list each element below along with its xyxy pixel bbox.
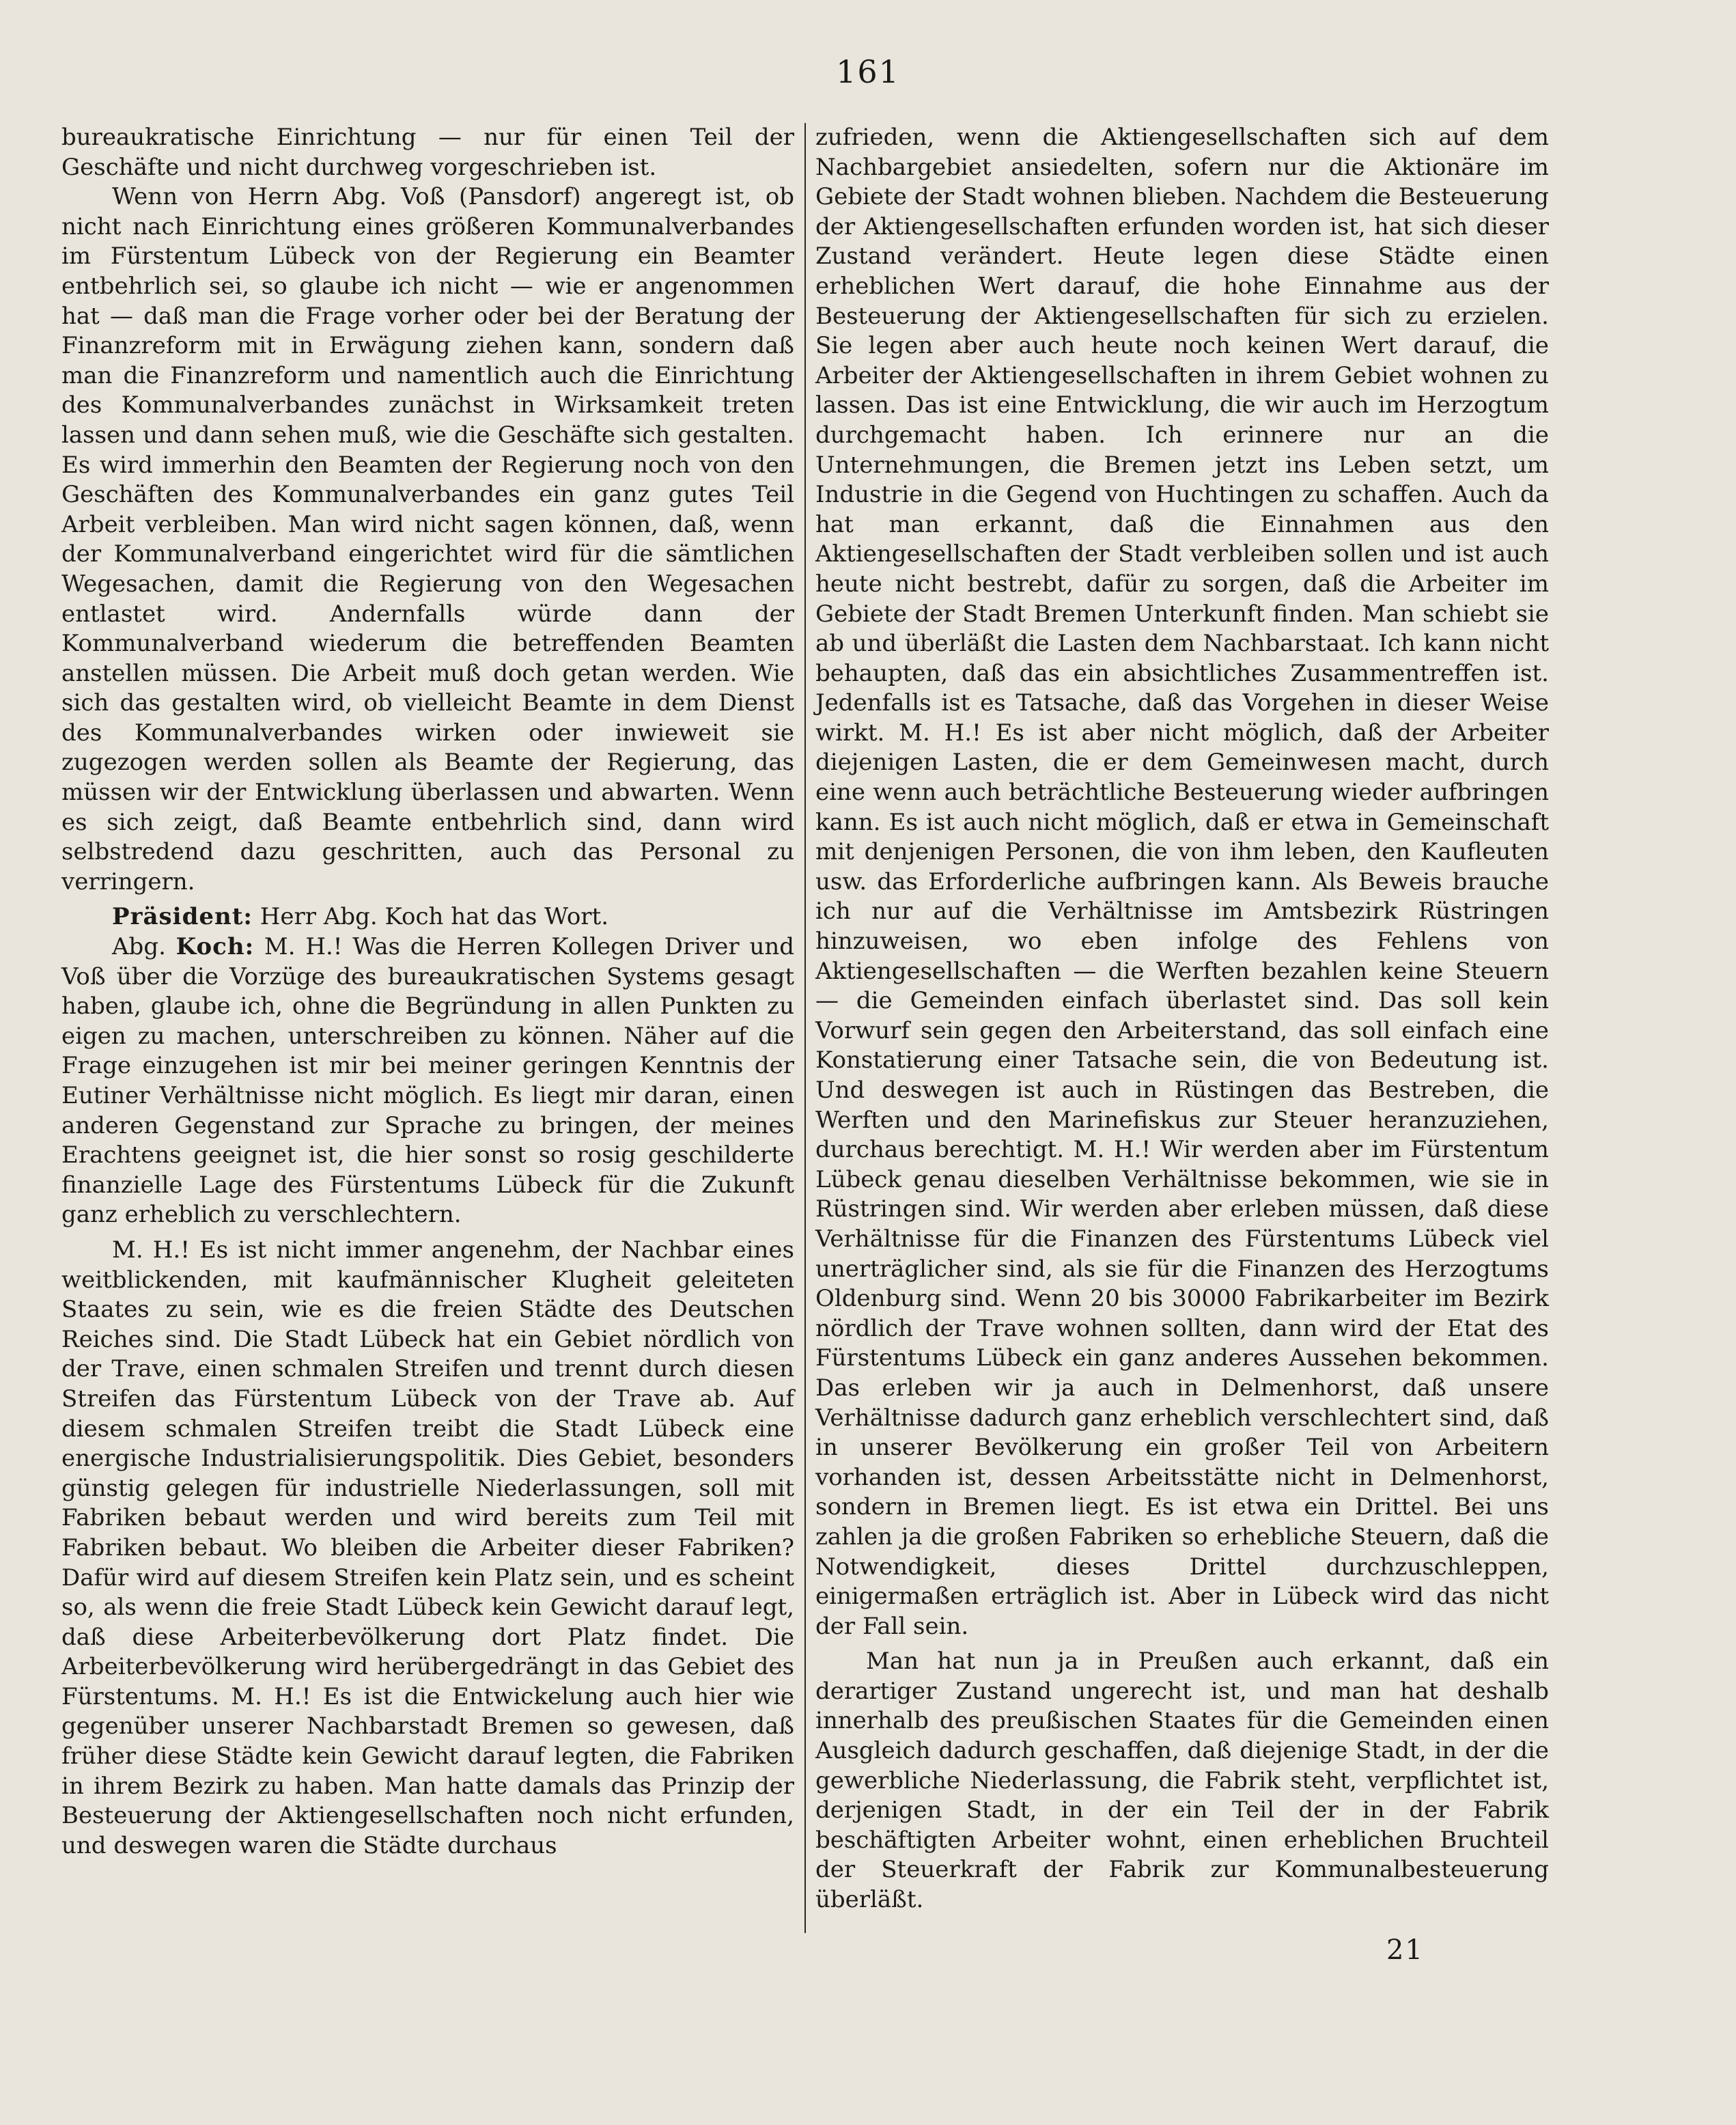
speech-text: Herr Abg. Koch hat das Wort. <box>252 903 609 931</box>
speaker-name: Präsident: <box>112 903 253 931</box>
speaker-prefix: Abg. <box>112 933 176 961</box>
signature-mark: 21 <box>1386 1934 1424 1966</box>
paragraph: Wenn von Herrn Abg. Voß (Pansdorf) angeregt ist, ob nicht nach Einrichtung eines größeren Kommunalverbandes im Fürstentum Lübeck von der Regierung ein Beamter entbehrlich sei, so glaube ich nicht — wie er angenommen hat — daß man die Frage vorher oder bei der Beratung der Finanzreform mit in Erwägung ziehen kann, sondern daß man die Finanzreform und namentlich auch die Einrichtung des Kommunalverbandes zunächst in Wirksamkeit treten lassen und dann sehen muß, wie die Geschäfte sich gestalten. Es wird immerhin den Beamten der Regierung noch von den Geschäften des Kommunalverbandes ein ganz gutes Teil Arbeit verbleiben. Man wird nicht sagen können, daß, wenn der Kommunalverband eingerichtet wird für die sämtlichen Wegesachen, damit die Regierung von den Wegesachen entlastet wird. Andernfalls würde dann der Kommunalverband wiederum die betreffenden Beamten anstellen müssen. Die Arbeit muß doch getan werden. Wie sich das gestalten wird, ob vielleicht Beamte in dem Dienst des Kommunalverbandes wirken oder inwieweit sie zugezogen werden sollen als Beamte der Regierung, das müssen wir der Entwicklung überlassen und abwarten. Wenn es sich zeigt, daß Beamte entbehrlich sind, dann wird selbstredend dazu geschritten, auch das Personal zu verringern. <box>61 183 794 895</box>
paragraph: Man hat nun ja in Preußen auch erkannt, daß ein derartiger Zustand ungerecht ist, und man hat deshalb innerhalb des preußischen Staates für die Gemeinden einen Ausgleich dadurch geschaffen, daß diejenige Stadt, in der die gewerbliche Niederlassung, die Fabrik steht, verpflichtet ist, derjenigen Stadt, in der ein Teil der in der Fabrik beschäftigten Arbeiter wohnt, einen erheblichen Bruchteil der Steuerkraft der Fabrik zur Kommunalbesteuerung überläßt. <box>815 1648 1549 1914</box>
left-column <box>61 123 794 1861</box>
page-number: 161 <box>836 53 900 90</box>
speaker-name: Koch: <box>176 933 255 961</box>
speech-text: M. H.! Was die Herren Kollegen Driver und Voß über die Vorzüge des bureaukratischen Systems gesagt haben, glaube ich, ohne die Begründung in allen Punkten zu eigen zu machen, unterschreiben zu können. Näher auf die Frage einzugehen ist mir bei meiner geringen Kenntnis der Eutiner Verhältnisse nicht möglich. Es liegt mir daran, einen anderen Gegenstand zur Sprache zu bringen, der meines Erachtens geeignet ist, die hier sonst so rosig geschilderte finanzielle Lage des Fürstentums Lübeck für die Zukunft ganz erheblich zu verschlechtern. <box>61 933 794 1229</box>
right-column <box>815 123 1549 1915</box>
paragraph <box>61 902 794 932</box>
column-divider <box>804 123 806 1933</box>
paragraph: zufrieden, wenn die Aktiengesellschaften sich auf dem Nachbargebiet ansiedelten, sofern nur die Aktionäre im Gebiete der Stadt wohnen blieben. Nachdem die Besteuerung der Aktiengesellschaften erfunden worden ist, hat sich dieser Zustand verändert. Heute legen diese Städte einen erheblichen Wert darauf, die hohe Einnahme aus der Besteuerung der Aktiengesellschaften für sich zu erzielen. Sie legen aber auch heute noch keinen Wert darauf, die Arbeiter der Aktiengesellschaften in ihrem Gebiet wohnen zu lassen. Das ist eine Entwicklung, die wir auch im Herzogtum durchgemacht haben. Ich erinnere nur an die Unternehmungen, die Bremen jetzt ins Leben setzt, um Industrie in die Gegend von Huchtingen zu schaffen. Auch da hat man erkannt, daß die Einnahmen aus den Aktiengesellschaften der Stadt verbleiben sollen und ist auch heute nicht bestrebt, dafür zu sorgen, daß die Arbeiter im Gebiete der Stadt Bremen Unterkunft finden. Man schiebt sie ab und überläßt die Lasten dem Nachbarstaat. Ich kann nicht behaupten, daß das ein absichtliches Zusammentreffen ist. Jedenfalls ist es Tatsache, daß das Vorgehen in dieser Weise wirkt. M. H.! Es ist aber nicht möglich, daß der Arbeiter diejenigen Lasten, die er dem Gemeinwesen macht, durch eine wenn auch beträchtliche Besteuerung wieder aufbringen kann. Es ist auch nicht möglich, daß er etwa in Gemeinschaft mit denjenigen Personen, die von ihm leben, den Kaufleuten usw. das Erforderliche aufbringen kann. Als Beweis brauche ich nur auf die Verhältnisse im Amtsbezirk Rüstringen hinzuweisen, wo eben infolge des Fehlens von Aktiengesellschaften — die Werften bezahlen keine Steuern — die Gemeinden einfach überlastet sind. Das soll kein Vorwurf sein gegen den Arbeiterstand, das soll einfach eine Konstatierung einer Tatsache sein, die von Bedeutung ist. Und deswegen ist auch in Rüstingen das Bestreben, die Werften und den Marinefiskus zur Steuer heranzuziehen, durchaus berechtigt. M. H.! Wir werden aber im Fürstentum Lübeck genau dieselben Verhältnisse bekommen, wie sie in Rüstringen sind. Wir werden aber erleben müssen, daß diese Verhältnisse für die Finanzen des Fürstentums Lübeck viel unerträglicher sind, als sie für die Finanzen des Herzogtums Oldenburg sind. Wenn 20 bis 30000 Fabrikarbeiter im Bezirk nördlich der Trave wohnen sollten, dann wird der Etat des Fürstentums Lübeck ein ganz anderes Aussehen bekommen. Das erleben wir ja auch in Delmenhorst, daß unsere Verhältnisse dadurch ganz erheblich verschlechtert sind, daß in unserer Bevölkerung ein großer Teil von Arbeitern vorhanden ist, dessen Arbeitsstätte nicht in Delmenhorst, sondern in Bremen liegt. Es ist etwa ein Drittel. Bei uns zahlen ja die großen Fabriken so erhebliche Steuern, daß die Notwendigkeit, dieses Drittel durchzuschleppen, einigermaßen erträglich ist. Aber in Lübeck wird das nicht der Fall sein. <box>815 124 1549 1640</box>
paragraph: M. H.! Es ist nicht immer angenehm, der Nachbar eines weitblickenden, mit kaufmännischer Klugheit geleiteten Staates zu sein, wie es die freien Städte des Deutschen Reiches sind. Die Stadt Lübeck hat ein Gebiet nördlich von der Trave, einen schmalen Streifen und trennt durch diesen Streifen das Fürstentum Lübeck von der Trave ab. Auf diesem schmalen Streifen treibt die Stadt Lübeck eine energische Industrialisierungspolitik. Dies Gebiet, besonders günstig gelegen für industrielle Niederlassungen, soll mit Fabriken bebaut werden und wird bereits zum Teil mit Fabriken bebaut. Wo bleiben die Arbeiter dieser Fabriken? Dafür wird auf diesem Streifen kein Platz sein, und es scheint so, als wenn die freie Stadt Lübeck kein Gewicht darauf legt, daß diese Arbeiterbevölkerung dort Platz findet. Die Arbeiterbevölkerung wird herübergedrängt in das Gebiet des Fürstentums. M. H.! Es ist die Entwickelung auch hier wie gegenüber unserer Nachbarstadt Bremen so gewesen, daß früher diese Städte kein Gewicht darauf legten, die Fabriken in ihrem Bezirk zu haben. Man hatte damals das Prinzip der Besteuerung der Aktiengesellschaften noch nicht erfunden, und deswegen waren die Städte durchaus <box>61 1236 794 1859</box>
paragraph <box>61 932 794 1230</box>
paragraph: bureaukratische Einrichtung — nur für einen Teil der Geschäfte und nicht durchweg vorgeschrieben ist. <box>61 124 794 181</box>
